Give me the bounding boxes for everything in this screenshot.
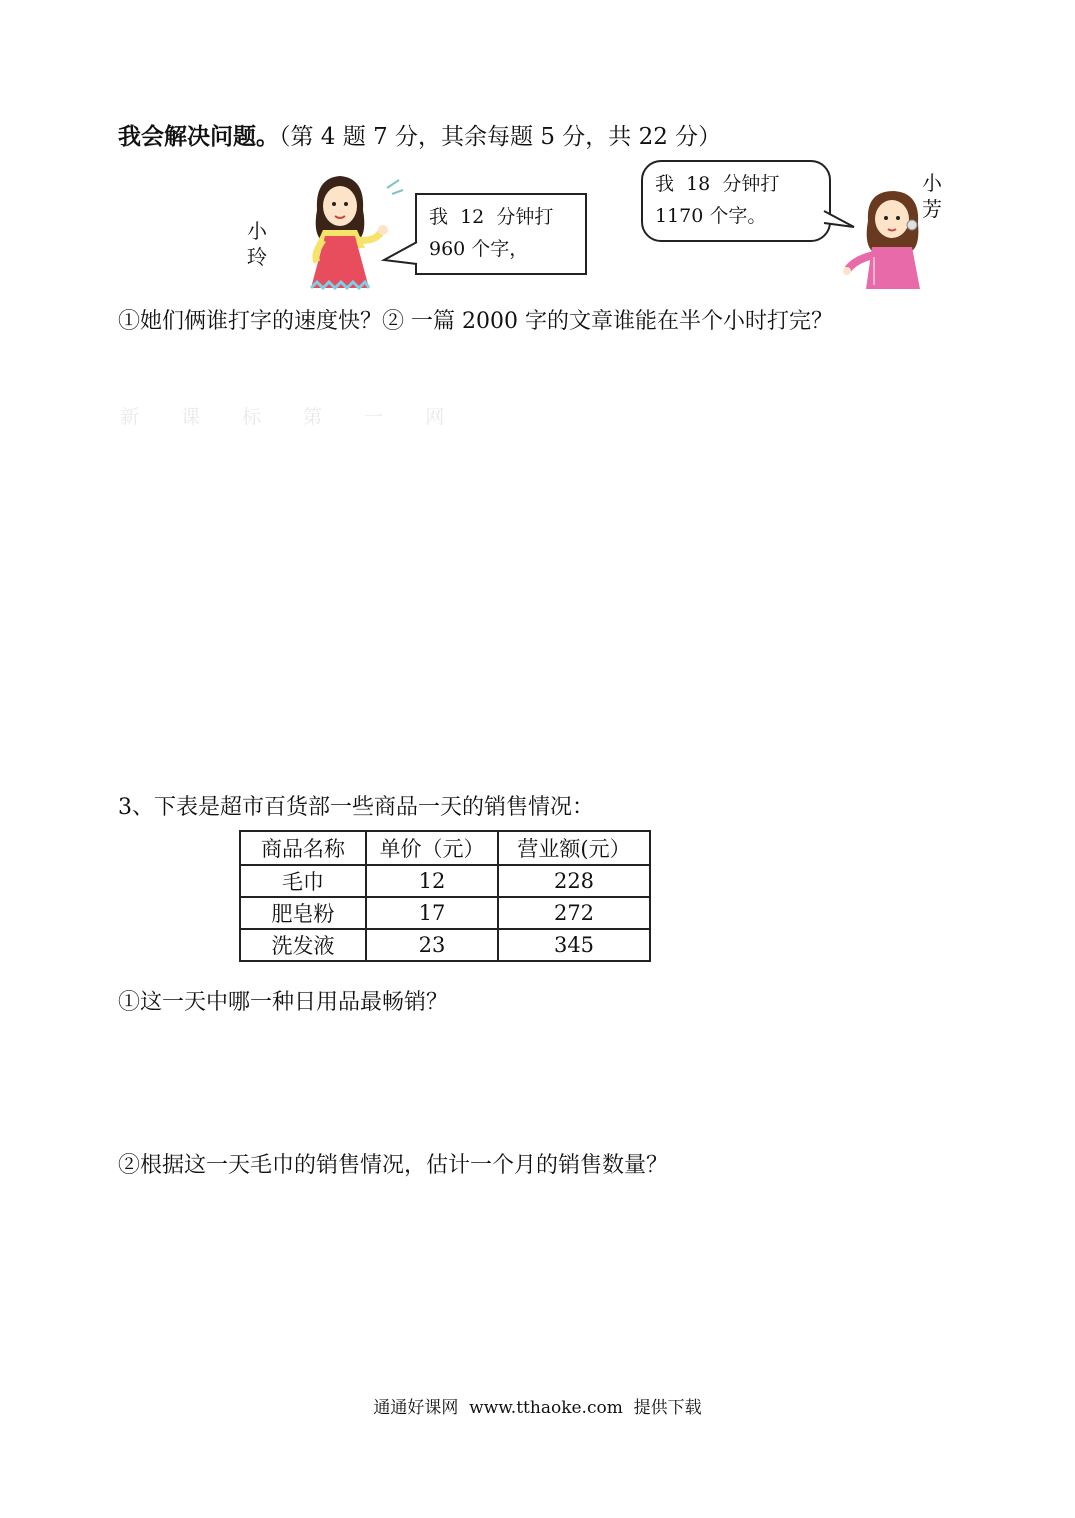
table-cell: 毛巾	[240, 865, 366, 897]
table-cell: 肥皂粉	[240, 897, 366, 929]
table-row	[240, 865, 650, 897]
table-cell: 洗发液	[240, 929, 366, 961]
table-cell: 12	[366, 865, 498, 897]
left-girl-name: 小 玲	[247, 219, 267, 269]
table-header-cell: 单价（元）	[366, 831, 498, 865]
table-cell: 345	[498, 929, 650, 961]
table-row	[240, 929, 650, 961]
problem3-question2: ②根据这一天毛巾的销售情况，估计一个月的销售数量？	[118, 1153, 669, 1178]
section-title-bold: 我会解决问题。	[118, 124, 279, 150]
problem3-intro: 3、下表是超市百货部一些商品一天的销售情况：	[118, 795, 594, 820]
table-header-cell: 营业额(元）	[498, 831, 650, 865]
section-title	[118, 118, 721, 151]
speech-bubble-left-line1: 我 12 分钟打	[429, 206, 554, 228]
girl-illustration-left	[295, 170, 415, 295]
page-footer: 通通好课网 www.tthaoke.com 提供下载	[373, 1398, 702, 1418]
table-row	[240, 897, 650, 929]
watermark-text: 新 课 标 第 一 网	[120, 406, 463, 428]
speech-bubble-right	[641, 160, 831, 242]
speech-bubble-left-tail	[380, 240, 420, 270]
right-girl-name: 小 芳	[922, 171, 942, 221]
table-cell: 228	[498, 865, 650, 897]
sales-table	[239, 830, 651, 962]
speech-bubble-left-line2: 960 个字，	[429, 238, 529, 260]
speech-bubble-right-line2: 1170 个字。	[655, 205, 767, 227]
speech-bubble-left	[415, 193, 587, 275]
speech-bubble-right-line1: 我 18 分钟打	[655, 173, 780, 195]
table-header-row	[240, 831, 650, 865]
table-cell: 272	[498, 897, 650, 929]
table-cell: 17	[366, 897, 498, 929]
table-header-cell: 商品名称	[240, 831, 366, 865]
girl-illustration-right	[842, 185, 942, 290]
problem2-question: ①她们俩谁打字的速度快？② 一篇 2000 字的文章谁能在半个小时打完？	[118, 309, 833, 334]
table-cell: 23	[366, 929, 498, 961]
section-score-note: （第 4 题 7 分，其余每题 5 分，共 22 分）	[279, 124, 722, 150]
problem3-question1: ①这一天中哪一种日用品最畅销？	[118, 990, 449, 1015]
